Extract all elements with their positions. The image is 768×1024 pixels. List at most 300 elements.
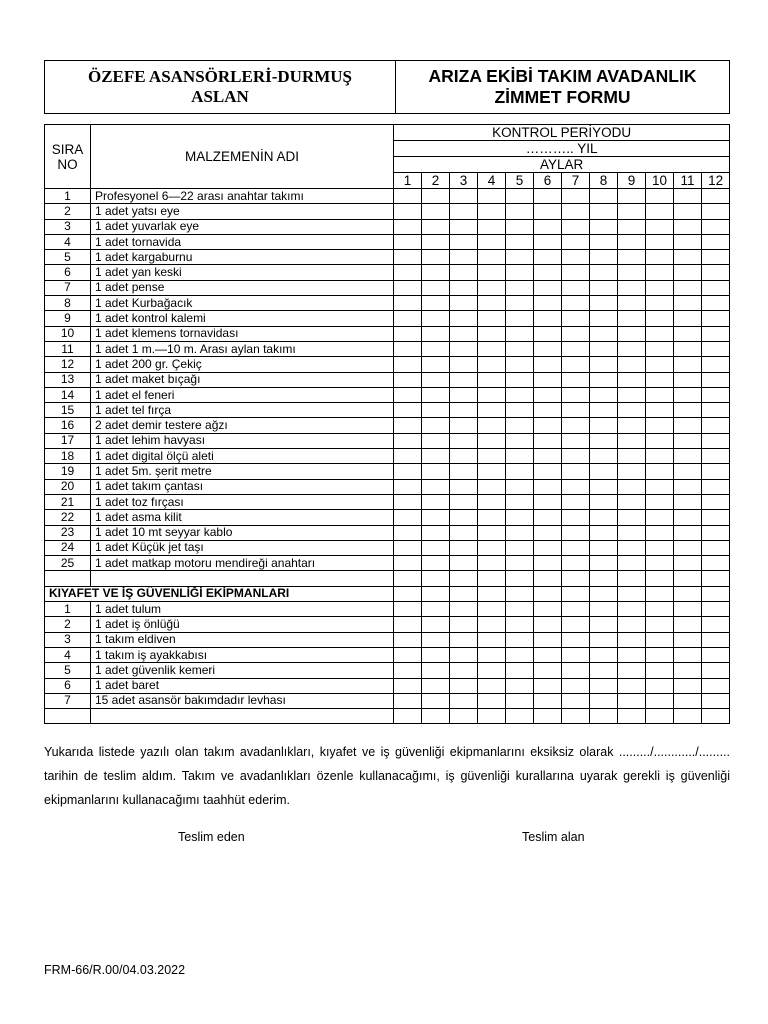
check-cell-month-11[interactable] [674,586,702,601]
check-cell-month-3[interactable] [450,280,478,295]
check-cell-month-12[interactable] [702,280,730,295]
blank-cell[interactable] [478,571,506,586]
check-cell-month-2[interactable] [422,403,450,418]
check-cell-month-1[interactable] [394,265,422,280]
check-cell-month-10[interactable] [646,556,674,571]
check-cell-month-5[interactable] [506,311,534,326]
check-cell-month-11[interactable] [674,387,702,402]
check-cell-month-1[interactable] [394,632,422,647]
blank-cell[interactable] [618,709,646,724]
check-cell-month-5[interactable] [506,204,534,219]
check-cell-month-7[interactable] [562,265,590,280]
check-cell-month-3[interactable] [450,250,478,265]
check-cell-month-5[interactable] [506,693,534,708]
check-cell-month-5[interactable] [506,663,534,678]
check-cell-month-4[interactable] [478,556,506,571]
check-cell-month-7[interactable] [562,296,590,311]
check-cell-month-1[interactable] [394,189,422,204]
check-cell-month-12[interactable] [702,449,730,464]
check-cell-month-6[interactable] [534,494,562,509]
check-cell-month-2[interactable] [422,372,450,387]
check-cell-month-10[interactable] [646,403,674,418]
check-cell-month-7[interactable] [562,433,590,448]
check-cell-month-12[interactable] [702,250,730,265]
check-cell-month-6[interactable] [534,540,562,555]
check-cell-month-6[interactable] [534,326,562,341]
check-cell-month-8[interactable] [590,372,618,387]
blank-cell[interactable] [562,709,590,724]
check-cell-month-9[interactable] [618,464,646,479]
check-cell-month-9[interactable] [618,219,646,234]
check-cell-month-5[interactable] [506,479,534,494]
check-cell-month-9[interactable] [618,265,646,280]
check-cell-month-12[interactable] [702,341,730,356]
check-cell-month-5[interactable] [506,418,534,433]
year-field[interactable]: ……….. YIL [394,141,730,157]
check-cell-month-11[interactable] [674,525,702,540]
check-cell-month-5[interactable] [506,280,534,295]
check-cell-month-8[interactable] [590,433,618,448]
check-cell-month-2[interactable] [422,204,450,219]
check-cell-month-8[interactable] [590,663,618,678]
blank-cell[interactable] [394,571,422,586]
check-cell-month-7[interactable] [562,326,590,341]
check-cell-month-10[interactable] [646,540,674,555]
check-cell-month-11[interactable] [674,647,702,662]
check-cell-month-10[interactable] [646,418,674,433]
check-cell-month-8[interactable] [590,617,618,632]
check-cell-month-4[interactable] [478,234,506,249]
check-cell-month-9[interactable] [618,189,646,204]
check-cell-month-8[interactable] [590,494,618,509]
check-cell-month-3[interactable] [450,234,478,249]
check-cell-month-10[interactable] [646,250,674,265]
check-cell-month-6[interactable] [534,525,562,540]
check-cell-month-7[interactable] [562,418,590,433]
check-cell-month-3[interactable] [450,418,478,433]
check-cell-month-7[interactable] [562,403,590,418]
check-cell-month-1[interactable] [394,250,422,265]
check-cell-month-11[interactable] [674,464,702,479]
check-cell-month-5[interactable] [506,617,534,632]
check-cell-month-7[interactable] [562,663,590,678]
check-cell-month-8[interactable] [590,189,618,204]
check-cell-month-12[interactable] [702,265,730,280]
check-cell-month-9[interactable] [618,556,646,571]
check-cell-month-4[interactable] [478,479,506,494]
check-cell-month-7[interactable] [562,464,590,479]
check-cell-month-1[interactable] [394,204,422,219]
check-cell-month-10[interactable] [646,357,674,372]
check-cell-month-3[interactable] [450,525,478,540]
check-cell-month-5[interactable] [506,647,534,662]
check-cell-month-10[interactable] [646,510,674,525]
check-cell-month-11[interactable] [674,234,702,249]
check-cell-month-12[interactable] [702,189,730,204]
check-cell-month-3[interactable] [450,678,478,693]
check-cell-month-6[interactable] [534,678,562,693]
check-cell-month-11[interactable] [674,189,702,204]
check-cell-month-4[interactable] [478,219,506,234]
check-cell-month-1[interactable] [394,341,422,356]
check-cell-month-2[interactable] [422,479,450,494]
check-cell-month-9[interactable] [618,647,646,662]
check-cell-month-6[interactable] [534,372,562,387]
check-cell-month-7[interactable] [562,678,590,693]
check-cell-month-2[interactable] [422,311,450,326]
check-cell-month-1[interactable] [394,234,422,249]
check-cell-month-8[interactable] [590,464,618,479]
check-cell-month-4[interactable] [478,540,506,555]
check-cell-month-5[interactable] [506,586,534,601]
check-cell-month-9[interactable] [618,357,646,372]
check-cell-month-1[interactable] [394,602,422,617]
check-cell-month-11[interactable] [674,280,702,295]
check-cell-month-7[interactable] [562,234,590,249]
check-cell-month-9[interactable] [618,250,646,265]
check-cell-month-9[interactable] [618,204,646,219]
check-cell-month-11[interactable] [674,219,702,234]
check-cell-month-6[interactable] [534,647,562,662]
check-cell-month-10[interactable] [646,678,674,693]
check-cell-month-6[interactable] [534,556,562,571]
check-cell-month-3[interactable] [450,479,478,494]
check-cell-month-3[interactable] [450,556,478,571]
check-cell-month-6[interactable] [534,265,562,280]
check-cell-month-6[interactable] [534,602,562,617]
check-cell-month-3[interactable] [450,219,478,234]
blank-cell[interactable] [394,709,422,724]
check-cell-month-8[interactable] [590,449,618,464]
check-cell-month-6[interactable] [534,234,562,249]
check-cell-month-7[interactable] [562,586,590,601]
check-cell-month-6[interactable] [534,296,562,311]
check-cell-month-9[interactable] [618,678,646,693]
check-cell-month-6[interactable] [534,418,562,433]
check-cell-month-5[interactable] [506,234,534,249]
check-cell-month-7[interactable] [562,540,590,555]
check-cell-month-10[interactable] [646,234,674,249]
check-cell-month-7[interactable] [562,280,590,295]
check-cell-month-12[interactable] [702,617,730,632]
check-cell-month-6[interactable] [534,663,562,678]
check-cell-month-1[interactable] [394,693,422,708]
check-cell-month-8[interactable] [590,403,618,418]
check-cell-month-2[interactable] [422,494,450,509]
check-cell-month-9[interactable] [618,632,646,647]
check-cell-month-9[interactable] [618,494,646,509]
check-cell-month-10[interactable] [646,189,674,204]
check-cell-month-1[interactable] [394,525,422,540]
check-cell-month-10[interactable] [646,372,674,387]
check-cell-month-1[interactable] [394,387,422,402]
check-cell-month-11[interactable] [674,556,702,571]
check-cell-month-3[interactable] [450,540,478,555]
blank-cell[interactable] [590,571,618,586]
check-cell-month-8[interactable] [590,280,618,295]
check-cell-month-12[interactable] [702,403,730,418]
check-cell-month-12[interactable] [702,464,730,479]
check-cell-month-1[interactable] [394,357,422,372]
check-cell-month-7[interactable] [562,189,590,204]
check-cell-month-1[interactable] [394,418,422,433]
check-cell-month-12[interactable] [702,647,730,662]
check-cell-month-5[interactable] [506,219,534,234]
check-cell-month-6[interactable] [534,586,562,601]
check-cell-month-2[interactable] [422,632,450,647]
check-cell-month-3[interactable] [450,602,478,617]
check-cell-month-7[interactable] [562,250,590,265]
check-cell-month-11[interactable] [674,372,702,387]
check-cell-month-12[interactable] [702,204,730,219]
check-cell-month-7[interactable] [562,632,590,647]
check-cell-month-7[interactable] [562,204,590,219]
check-cell-month-2[interactable] [422,326,450,341]
blank-cell[interactable] [618,571,646,586]
check-cell-month-5[interactable] [506,556,534,571]
check-cell-month-5[interactable] [506,341,534,356]
check-cell-month-10[interactable] [646,387,674,402]
check-cell-month-11[interactable] [674,341,702,356]
check-cell-month-10[interactable] [646,647,674,662]
check-cell-month-11[interactable] [674,357,702,372]
check-cell-month-2[interactable] [422,357,450,372]
check-cell-month-10[interactable] [646,341,674,356]
check-cell-month-8[interactable] [590,326,618,341]
check-cell-month-9[interactable] [618,479,646,494]
check-cell-month-10[interactable] [646,464,674,479]
check-cell-month-1[interactable] [394,372,422,387]
check-cell-month-10[interactable] [646,525,674,540]
check-cell-month-11[interactable] [674,449,702,464]
check-cell-month-11[interactable] [674,678,702,693]
check-cell-month-4[interactable] [478,647,506,662]
check-cell-month-3[interactable] [450,357,478,372]
check-cell-month-4[interactable] [478,372,506,387]
check-cell-month-11[interactable] [674,602,702,617]
check-cell-month-1[interactable] [394,433,422,448]
check-cell-month-12[interactable] [702,693,730,708]
check-cell-month-12[interactable] [702,663,730,678]
check-cell-month-10[interactable] [646,280,674,295]
check-cell-month-8[interactable] [590,525,618,540]
check-cell-month-5[interactable] [506,296,534,311]
check-cell-month-7[interactable] [562,372,590,387]
check-cell-month-4[interactable] [478,464,506,479]
check-cell-month-6[interactable] [534,387,562,402]
blank-cell[interactable] [478,709,506,724]
check-cell-month-12[interactable] [702,296,730,311]
check-cell-month-1[interactable] [394,403,422,418]
check-cell-month-5[interactable] [506,510,534,525]
check-cell-month-4[interactable] [478,449,506,464]
check-cell-month-8[interactable] [590,204,618,219]
check-cell-month-1[interactable] [394,494,422,509]
check-cell-month-4[interactable] [478,525,506,540]
check-cell-month-7[interactable] [562,617,590,632]
check-cell-month-7[interactable] [562,602,590,617]
check-cell-month-3[interactable] [450,204,478,219]
check-cell-month-7[interactable] [562,647,590,662]
check-cell-month-8[interactable] [590,586,618,601]
check-cell-month-4[interactable] [478,418,506,433]
check-cell-month-11[interactable] [674,403,702,418]
check-cell-month-9[interactable] [618,326,646,341]
check-cell-month-3[interactable] [450,586,478,601]
check-cell-month-4[interactable] [478,280,506,295]
check-cell-month-10[interactable] [646,433,674,448]
check-cell-month-10[interactable] [646,617,674,632]
check-cell-month-3[interactable] [450,341,478,356]
check-cell-month-3[interactable] [450,433,478,448]
check-cell-month-11[interactable] [674,250,702,265]
check-cell-month-6[interactable] [534,189,562,204]
check-cell-month-5[interactable] [506,433,534,448]
check-cell-month-9[interactable] [618,693,646,708]
check-cell-month-3[interactable] [450,449,478,464]
check-cell-month-2[interactable] [422,617,450,632]
check-cell-month-11[interactable] [674,632,702,647]
check-cell-month-2[interactable] [422,693,450,708]
check-cell-month-12[interactable] [702,357,730,372]
blank-cell[interactable] [646,709,674,724]
check-cell-month-6[interactable] [534,479,562,494]
check-cell-month-4[interactable] [478,403,506,418]
check-cell-month-1[interactable] [394,296,422,311]
check-cell-month-1[interactable] [394,479,422,494]
check-cell-month-1[interactable] [394,219,422,234]
check-cell-month-10[interactable] [646,663,674,678]
check-cell-month-8[interactable] [590,479,618,494]
check-cell-month-11[interactable] [674,296,702,311]
check-cell-month-11[interactable] [674,617,702,632]
check-cell-month-7[interactable] [562,341,590,356]
check-cell-month-10[interactable] [646,602,674,617]
check-cell-month-9[interactable] [618,617,646,632]
check-cell-month-1[interactable] [394,540,422,555]
check-cell-month-6[interactable] [534,311,562,326]
check-cell-month-9[interactable] [618,433,646,448]
check-cell-month-2[interactable] [422,556,450,571]
check-cell-month-6[interactable] [534,693,562,708]
check-cell-month-4[interactable] [478,326,506,341]
check-cell-month-11[interactable] [674,479,702,494]
check-cell-month-4[interactable] [478,296,506,311]
check-cell-month-5[interactable] [506,357,534,372]
check-cell-month-8[interactable] [590,341,618,356]
check-cell-month-1[interactable] [394,647,422,662]
check-cell-month-2[interactable] [422,341,450,356]
check-cell-month-5[interactable] [506,387,534,402]
check-cell-month-6[interactable] [534,617,562,632]
check-cell-month-12[interactable] [702,494,730,509]
check-cell-month-2[interactable] [422,418,450,433]
check-cell-month-5[interactable] [506,250,534,265]
check-cell-month-8[interactable] [590,219,618,234]
check-cell-month-9[interactable] [618,311,646,326]
check-cell-month-10[interactable] [646,204,674,219]
check-cell-month-2[interactable] [422,265,450,280]
check-cell-month-8[interactable] [590,234,618,249]
check-cell-month-4[interactable] [478,632,506,647]
check-cell-month-2[interactable] [422,433,450,448]
blank-cell[interactable] [506,709,534,724]
check-cell-month-7[interactable] [562,357,590,372]
check-cell-month-12[interactable] [702,678,730,693]
check-cell-month-9[interactable] [618,449,646,464]
check-cell-month-6[interactable] [534,464,562,479]
check-cell-month-3[interactable] [450,311,478,326]
check-cell-month-12[interactable] [702,479,730,494]
check-cell-month-3[interactable] [450,494,478,509]
blank-cell[interactable] [590,709,618,724]
check-cell-month-6[interactable] [534,403,562,418]
check-cell-month-2[interactable] [422,387,450,402]
check-cell-month-10[interactable] [646,449,674,464]
check-cell-month-2[interactable] [422,663,450,678]
check-cell-month-9[interactable] [618,510,646,525]
check-cell-month-4[interactable] [478,189,506,204]
check-cell-month-12[interactable] [702,556,730,571]
check-cell-month-2[interactable] [422,219,450,234]
check-cell-month-8[interactable] [590,418,618,433]
check-cell-month-12[interactable] [702,219,730,234]
check-cell-month-11[interactable] [674,418,702,433]
check-cell-month-7[interactable] [562,387,590,402]
check-cell-month-4[interactable] [478,341,506,356]
check-cell-month-6[interactable] [534,510,562,525]
blank-cell[interactable] [450,571,478,586]
check-cell-month-3[interactable] [450,617,478,632]
check-cell-month-11[interactable] [674,433,702,448]
check-cell-month-7[interactable] [562,449,590,464]
check-cell-month-3[interactable] [450,387,478,402]
check-cell-month-3[interactable] [450,663,478,678]
check-cell-month-8[interactable] [590,632,618,647]
check-cell-month-2[interactable] [422,250,450,265]
check-cell-month-4[interactable] [478,510,506,525]
check-cell-month-7[interactable] [562,525,590,540]
check-cell-month-4[interactable] [478,433,506,448]
check-cell-month-4[interactable] [478,602,506,617]
check-cell-month-10[interactable] [646,265,674,280]
check-cell-month-11[interactable] [674,540,702,555]
check-cell-month-1[interactable] [394,586,422,601]
check-cell-month-3[interactable] [450,326,478,341]
check-cell-month-4[interactable] [478,693,506,708]
check-cell-month-9[interactable] [618,234,646,249]
check-cell-month-6[interactable] [534,433,562,448]
check-cell-month-10[interactable] [646,326,674,341]
check-cell-month-9[interactable] [618,663,646,678]
check-cell-month-11[interactable] [674,265,702,280]
check-cell-month-4[interactable] [478,494,506,509]
check-cell-month-12[interactable] [702,433,730,448]
check-cell-month-2[interactable] [422,647,450,662]
check-cell-month-1[interactable] [394,617,422,632]
check-cell-month-8[interactable] [590,357,618,372]
check-cell-month-7[interactable] [562,494,590,509]
check-cell-month-9[interactable] [618,602,646,617]
check-cell-month-8[interactable] [590,556,618,571]
check-cell-month-4[interactable] [478,678,506,693]
check-cell-month-1[interactable] [394,280,422,295]
blank-cell[interactable] [534,571,562,586]
blank-cell[interactable] [674,571,702,586]
check-cell-month-11[interactable] [674,326,702,341]
blank-cell[interactable] [534,709,562,724]
check-cell-month-11[interactable] [674,494,702,509]
